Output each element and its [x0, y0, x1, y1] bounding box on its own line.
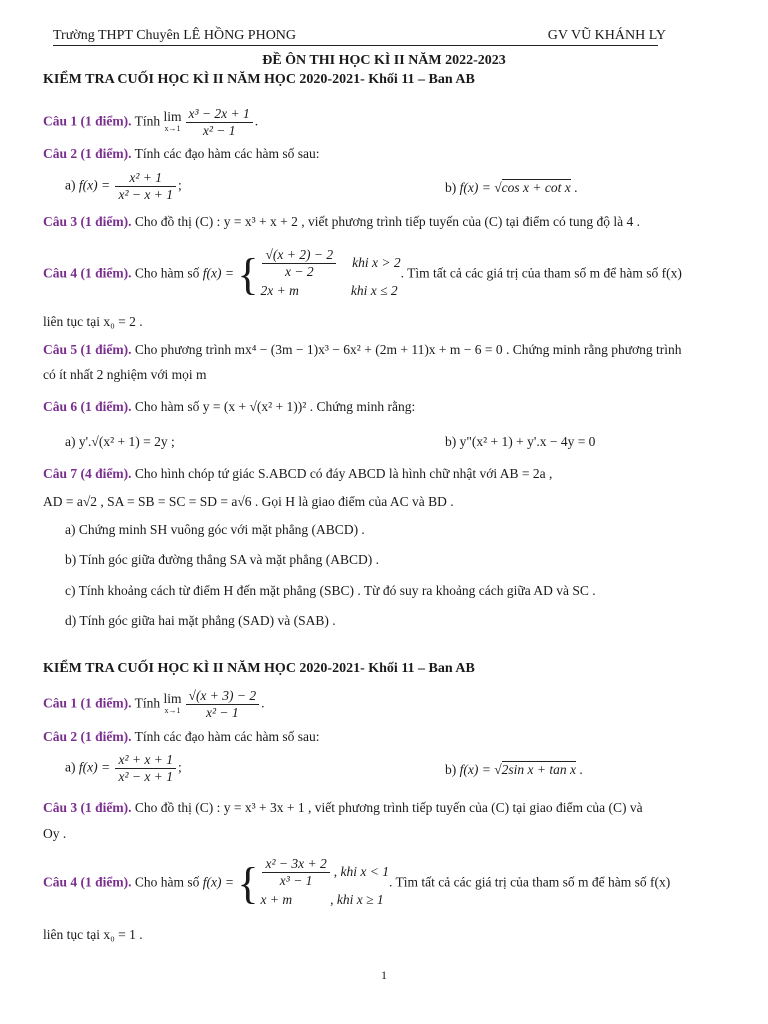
- s1-question-4: [43, 247, 728, 302]
- case-condition: khi x > 2: [352, 254, 401, 270]
- s1-question-2: [43, 145, 728, 163]
- question-text: Cho đồ thị (C) : y = x³ + x + 2 , viết phương trình tiếp tuyến của (C) tại điểm có tung độ là 4 .: [134, 214, 641, 229]
- punctuation: .: [254, 113, 259, 129]
- fraction: [262, 247, 336, 280]
- function-lhs: f(x) =: [459, 180, 491, 195]
- question-text: Cho đồ thị (C) : y = x³ + 3x + 1 , viết phương trình tiếp tuyến của (C) tại giao điểm của (C) và: [134, 800, 643, 815]
- question-text: Tính các đạo hàm các hàm số sau:: [134, 729, 320, 744]
- part-a-label: a): [65, 177, 76, 193]
- section-1-heading: KIỂM TRA CUỐI HỌC KÌ II NĂM HỌC 2020-2021- Khối 11 – Ban AB: [43, 72, 475, 87]
- question-label: Câu 7 (4 điểm).: [43, 466, 132, 481]
- s1-question-1: [43, 106, 728, 139]
- lim-word: lim: [163, 690, 182, 706]
- s1-question-7-c: c) Tính khoảng cách từ điểm H đến mặt phẳng (SBC) . Từ đó suy ra khoảng cách giữa AD và SC .: [65, 583, 596, 598]
- case-expression: x + m: [260, 892, 293, 907]
- limit-operator: [163, 108, 182, 135]
- question-text: Cho hàm số y = (x + √(x² + 1))² . Chứng minh rằng:: [134, 399, 416, 414]
- s1-question-7-cont: AD = a√2 , SA = SB = SC = SD = a√6 . Gọi H là giao điểm của AC và BD .: [43, 494, 454, 509]
- question-label: Câu 6 (1 điểm).: [43, 399, 132, 414]
- part-b: b) f(x) = √2sin x + tan x .: [445, 762, 583, 777]
- case-row-1: [260, 247, 400, 280]
- radicand: cos x + cot x: [501, 180, 571, 195]
- left-brace: {: [237, 249, 259, 299]
- question-label: Câu 1 (1 điểm).: [43, 113, 132, 129]
- numerator: √(x + 3) − 2: [186, 688, 260, 705]
- s1-question-2-parts: [65, 170, 728, 203]
- case-condition: , khi x < 1: [333, 863, 389, 879]
- s2-question-4-cont: liên tục tại x₀ = 1 .: [43, 927, 143, 942]
- denominator: x − 2: [284, 264, 314, 279]
- s1-question-5-cont: có ít nhất 2 nghiệm với mọi m: [43, 367, 207, 382]
- function-lhs: f(x) =: [202, 265, 234, 281]
- s1-question-7-b: b) Tính góc giữa đường thẳng SA và mặt phẳng (ABCD) .: [65, 552, 379, 567]
- question-label: Câu 3 (1 điểm).: [43, 214, 132, 229]
- case-row-2: [260, 889, 389, 911]
- question-text: Tính: [134, 113, 161, 129]
- page-number: 1: [381, 968, 387, 982]
- s2-question-2-parts: [65, 752, 728, 785]
- question-label: Câu 2 (1 điểm).: [43, 729, 132, 744]
- s1-question-3: [43, 213, 728, 231]
- left-brace: {: [237, 858, 259, 908]
- case-condition: khi x ≤ 2: [350, 283, 398, 298]
- punctuation: ;: [177, 177, 182, 193]
- teacher-name: GV VŨ KHÁNH LY: [547, 28, 666, 43]
- numerator: x² + x + 1: [115, 752, 176, 769]
- question-text: Tính các đạo hàm các hàm số sau:: [134, 146, 320, 161]
- s1-question-6-parts: [65, 433, 728, 451]
- punctuation: .: [261, 695, 265, 711]
- lim-subscript: x→1: [164, 705, 181, 715]
- question-text: Cho phương trình mx⁴ − (3m − 1)x³ − 6x² + (2m + 11)x + m − 6 = 0 . Chứng minh rằng phương trình: [134, 342, 682, 357]
- part-b-label: b): [445, 762, 457, 777]
- school-name: Trường THPT Chuyên LÊ HỒNG PHONG: [53, 28, 297, 43]
- question-label: Câu 3 (1 điểm).: [43, 800, 132, 815]
- s1-question-7-d: d) Tính góc giữa hai mặt phẳng (SAD) và (SAB) .: [65, 613, 336, 628]
- denominator: x² − x + 1: [118, 187, 173, 202]
- function-lhs: f(x) =: [78, 759, 111, 775]
- s2-question-2: [43, 728, 728, 746]
- question-label: Câu 5 (1 điểm).: [43, 342, 132, 357]
- part-a: a) y'.√(x² + 1) = 2y ;: [65, 434, 175, 449]
- s2-question-3: [43, 799, 728, 817]
- question-label: Câu 4 (1 điểm).: [43, 874, 132, 890]
- denominator: x² − 1: [202, 123, 236, 138]
- numerator: x² − 3x + 2: [262, 856, 329, 873]
- denominator: x² − 1: [206, 705, 239, 720]
- question-text: Cho hàm số: [134, 265, 200, 281]
- piecewise-cases: [260, 247, 400, 302]
- case-row-1: [260, 856, 389, 889]
- lim-word: lim: [163, 108, 182, 124]
- s1-question-4-cont: liên tục tại x₀ = 2 .: [43, 314, 143, 329]
- page-header: [53, 28, 666, 46]
- s1-question-6: [43, 398, 728, 416]
- fraction: [262, 856, 329, 889]
- question-tail: . Tìm tất cả các giá trị của tham số m để hàm số f(x): [400, 265, 682, 281]
- part-b-label: b): [445, 180, 457, 195]
- function-lhs: f(x) =: [202, 874, 234, 890]
- case-row-2: [260, 280, 400, 302]
- case-condition: , khi x ≥ 1: [330, 892, 384, 907]
- s1-question-7: [43, 465, 728, 483]
- part-b: b) f(x) = √cos x + cot x .: [445, 180, 578, 195]
- question-text: Cho hình chóp tứ giác S.ABCD có đáy ABCD là hình chữ nhật với AB = 2a ,: [134, 466, 553, 481]
- denominator: x³ − 1: [279, 873, 313, 888]
- question-text: Cho hàm số: [134, 874, 200, 890]
- punctuation: .: [579, 762, 583, 777]
- fraction: [115, 752, 176, 785]
- s2-question-4: [43, 856, 728, 911]
- question-text: Tính: [134, 695, 161, 711]
- fraction: [186, 106, 253, 139]
- document-title: ĐỀ ÔN THI HỌC KÌ II NĂM 2022-2023: [262, 53, 506, 68]
- punctuation: .: [574, 180, 578, 195]
- limit-operator: [163, 690, 182, 717]
- numerator: √(x + 2) − 2: [262, 247, 336, 264]
- lim-subscript: x→1: [164, 123, 181, 133]
- s1-question-5: [43, 341, 728, 359]
- section-2-heading: KIỂM TRA CUỐI HỌC KÌ II NĂM HỌC 2020-2021- Khối 11 – Ban AB: [43, 661, 475, 676]
- punctuation: ;: [177, 759, 182, 775]
- denominator: x² − x + 1: [118, 769, 173, 784]
- question-tail: . Tìm tất cả các giá trị của tham số m để hàm số f(x): [388, 874, 671, 890]
- part-a-label: a): [65, 759, 76, 775]
- fraction: [186, 688, 260, 721]
- piecewise-cases: [260, 856, 389, 911]
- fraction: [115, 170, 176, 203]
- question-label: Câu 2 (1 điểm).: [43, 146, 132, 161]
- s1-question-7-a: a) Chứng minh SH vuông góc với mặt phẳng (ABCD) .: [65, 522, 365, 537]
- numerator: x³ − 2x + 1: [186, 106, 253, 123]
- radicand: 2sin x + tan x: [501, 762, 576, 777]
- case-expression: 2x + m: [260, 283, 299, 298]
- function-lhs: f(x) =: [78, 177, 111, 193]
- s2-question-3-cont: Oy .: [43, 826, 67, 841]
- part-b: b) y"(x² + 1) + y'.x − 4y = 0: [445, 434, 596, 449]
- numerator: x² + 1: [115, 170, 176, 187]
- s2-question-1: [43, 688, 728, 721]
- function-lhs: f(x) =: [459, 762, 491, 777]
- question-label: Câu 1 (1 điểm).: [43, 695, 132, 711]
- question-label: Câu 4 (1 điểm).: [43, 265, 132, 281]
